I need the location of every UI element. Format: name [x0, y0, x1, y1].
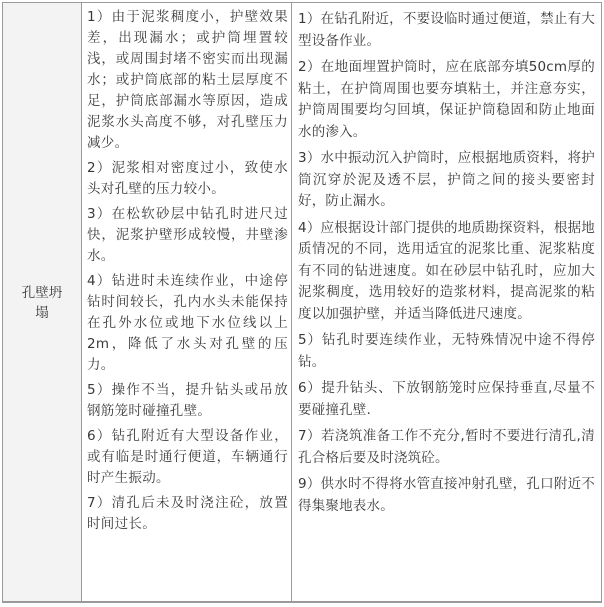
measure-item: 6）提升钻头、下放钢筋笼时应保持垂直,尽量不要碰撞孔壁. — [298, 380, 595, 418]
next-row-edge — [2, 601, 602, 607]
cause-item: 3）在松软砂层中钻孔时进尺过快，泥浆护壁形成较慢，井壁渗水。 — [87, 206, 288, 264]
cause-item: 7）清孔后未及时浇注砼，放置时间过长。 — [87, 495, 288, 532]
measure-item: 4）应根据设计部门提供的地质勘探资料，根据地质情况的不同，选用适宜的泥浆比重、泥浆粘度有不同的钻进速度。如在砂层中钻孔时，应加大泥浆稠度，选用较好的造浆材料，提高泥浆的粘度以加强护壁，并适当降低进尺速度。 — [298, 219, 595, 322]
remedy-table — [2, 2, 602, 603]
table-row — [3, 3, 602, 603]
measure-item: 3）水中振动沉入护筒时，应根据地质资料，将护筒沉穿於泥及透不层，护筒之间的接头要密封好，防止漏水。 — [298, 150, 595, 209]
measure-item: 2）在地面埋置护筒时，应在底部夯填50cm厚的粘土，在护筒周围也要夯填粘土，并注意夯实，护筒周围要均匀回填，保证护筒稳固和防止地面水的渗入。 — [298, 59, 595, 140]
measure-item: 1）在钻孔附近，不要设临时通过便道，禁止有大型设备作业。 — [298, 11, 595, 49]
row-label-cell — [3, 3, 82, 603]
cause-item: 6）钻孔附近有大型设备作业，或有临是时通行便道，车辆通行时产生振动。 — [87, 428, 288, 486]
measure-item: 5）钻孔时要连续作业，无特殊情况中途不得停钻。 — [298, 332, 595, 370]
row-label: 孔壁坍塌 — [21, 284, 63, 321]
measure-item: 9）供水时不得将水管直接冲射孔壁，孔口附近不得集聚地表水。 — [298, 476, 595, 514]
cause-item: 2）泥浆相对密度过小，致使水头对孔壁的压力较小。 — [87, 160, 288, 197]
cause-item: 5）操作不当，提升钻头或吊放钢筋笼时碰撞孔壁。 — [87, 382, 288, 419]
cause-item: 1）由于泥浆稠度小，护壁效果差，出现漏水；或护筒埋置较浅，或周围封堵不密实而出现漏水；或护筒底部的粘土层厚度不足，护筒底部漏水等原因，造成泥浆水头高度不够，对孔壁压力减少。 — [87, 9, 288, 151]
measure-item: 7）若浇筑准备工作不充分,暂时不要进行清孔,清孔合格后要及时浇筑砼。 — [298, 428, 595, 466]
measures-cell — [292, 3, 602, 603]
causes-cell — [82, 3, 292, 603]
cause-item: 4）钻进时未连续作业，中途停钻时间较长，孔内水头未能保持在孔外水位或地下水位线以上2m，降低了水头对孔壁的压力。 — [87, 273, 288, 373]
